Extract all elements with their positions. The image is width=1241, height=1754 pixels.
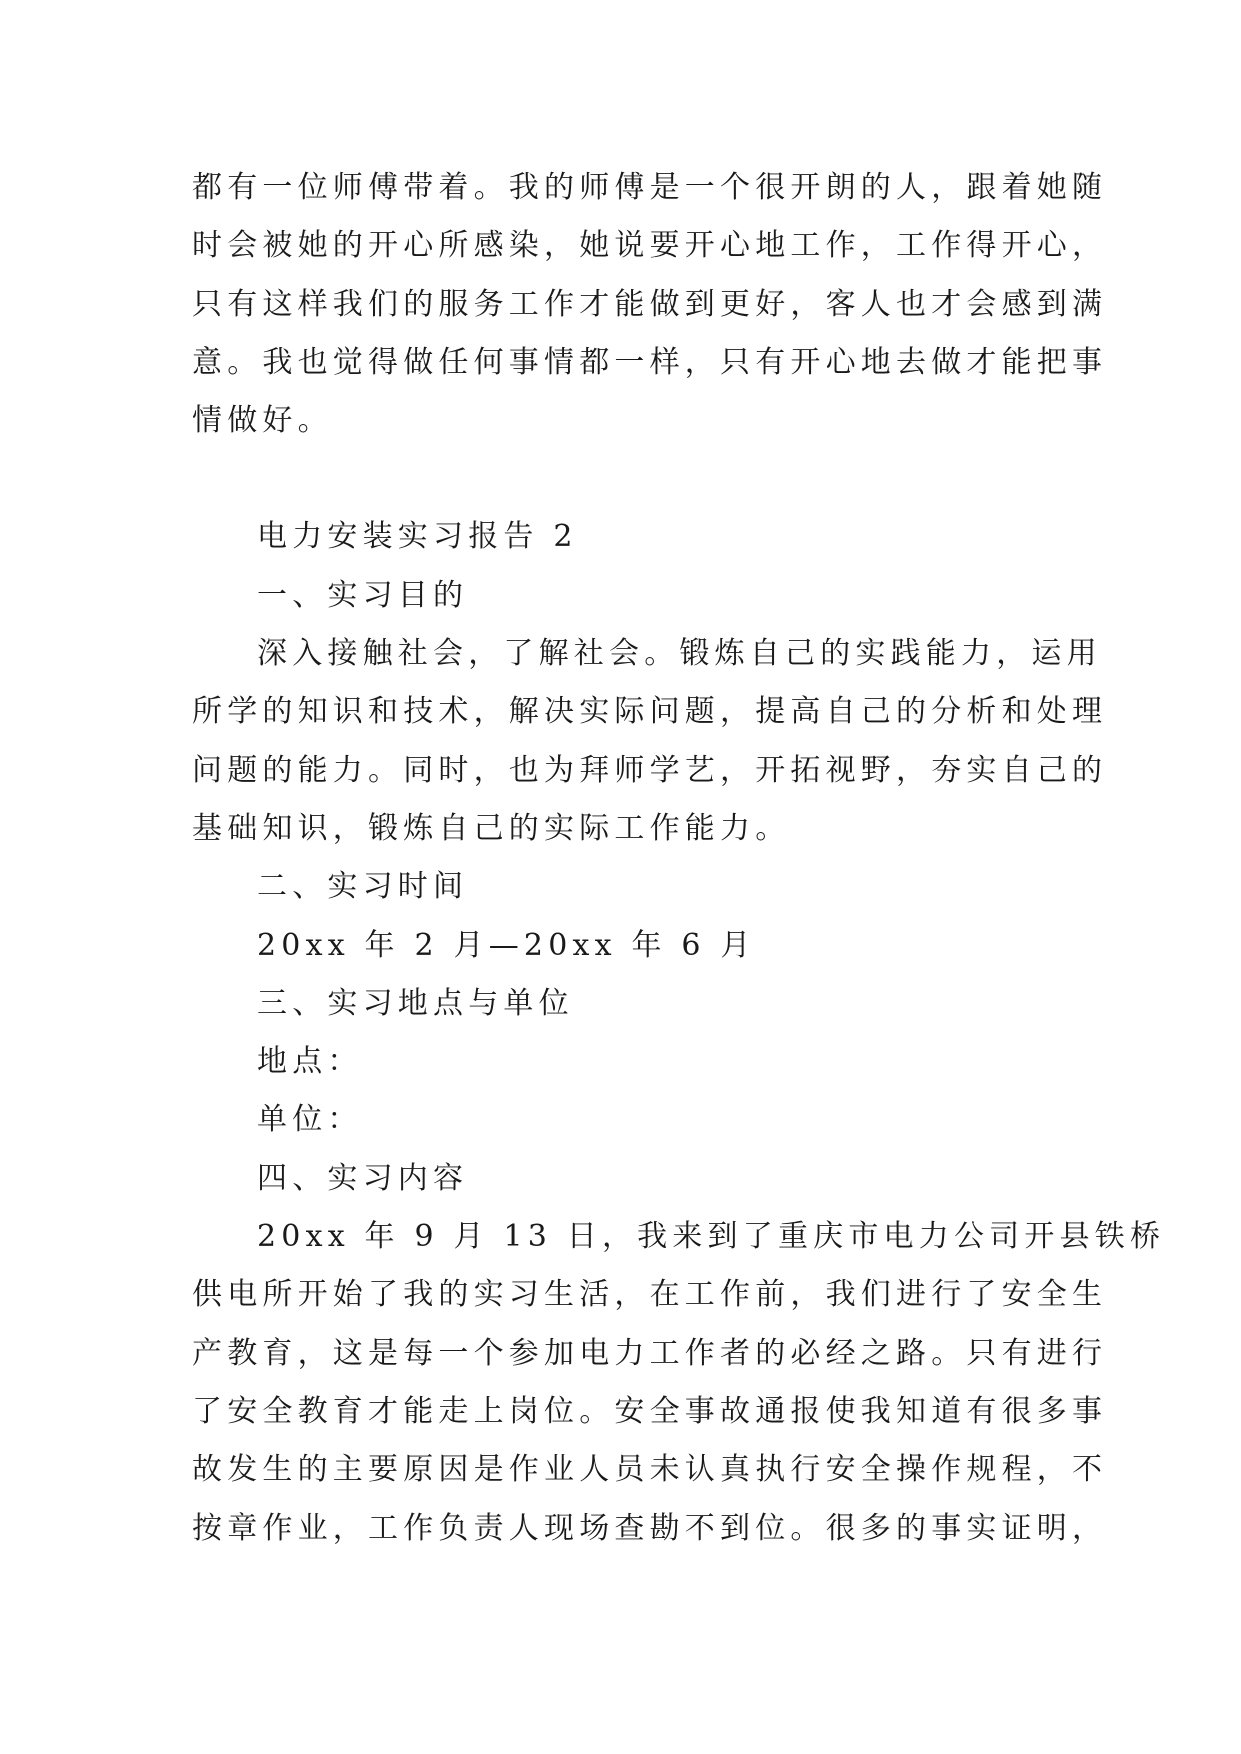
text-line: 基础知识，锻炼自己的实际工作能力。 [192, 810, 791, 846]
text-line: 按章作业，工作负责人现场查勘不到位。很多的事实证明， [192, 1510, 1108, 1546]
paragraph-purpose [192, 625, 1108, 858]
text-line: 意。我也觉得做任何事情都一样，只有开心地去做才能把事 [192, 344, 1108, 380]
text-line: 所学的知识和技术，解决实际问题，提高自己的分析和处理 [192, 694, 1108, 730]
document-body [192, 159, 1166, 1558]
section-heading-location: 三、实习地点与单位 [257, 985, 574, 1021]
text-line: 供电所开始了我的实习生活，在工作前，我们进行了安全生 [192, 1277, 1108, 1313]
text-line: 产教育，这是每一个参加电力工作者的必经之路。只有进行 [192, 1335, 1108, 1371]
text-line: 深入接触社会，了解社会。锻炼自己的实践能力，运用 [257, 636, 1102, 672]
text-line: 都有一位师傅带着。我的师傅是一个很开朗的人，跟着她随 [192, 170, 1108, 205]
unit-label: 单位： [257, 1102, 363, 1138]
section-heading-purpose: 一、实习目的 [257, 577, 469, 613]
section-heading-content: 四、实习内容 [257, 1160, 469, 1196]
location-label: 地点： [257, 1044, 363, 1080]
paragraph-content [192, 1208, 1166, 1558]
paragraph-continued [192, 159, 1108, 450]
text-line: 时会被她的开心所感染，她说要开心地工作，工作得开心， [192, 228, 1108, 264]
internship-period: 20xx 年 2 月—20xx 年 6 月 [257, 927, 756, 963]
text-line: 情做好。 [192, 403, 333, 439]
paragraph-spacer [192, 450, 1072, 508]
section-heading-time: 二、实习时间 [257, 869, 469, 905]
text-line: 20xx 年 9 月 13 日，我来到了重庆市电力公司开县铁桥 [257, 1219, 1166, 1255]
text-line: 了安全教育才能走上岗位。安全事故通报使我知道有很多事 [192, 1393, 1108, 1429]
report-title: 电力安装实习报告 2 [257, 519, 578, 555]
text-line: 故发生的主要原因是作业人员未认真执行安全操作规程，不 [192, 1452, 1108, 1488]
text-line: 问题的能力。同时，也为拜师学艺，开拓视野，夯实自己的 [192, 752, 1108, 788]
text-line: 只有这样我们的服务工作才能做到更好，客人也才会感到满 [192, 286, 1108, 322]
